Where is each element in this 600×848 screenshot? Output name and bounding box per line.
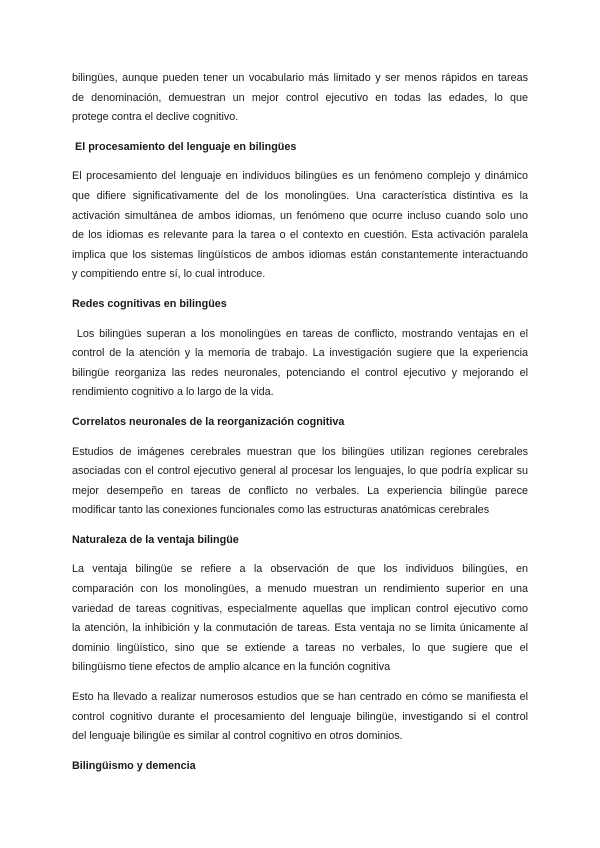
section-heading: Naturaleza de la ventaja bilingüe bbox=[72, 533, 239, 546]
text-line: La ventaja bilingüe se refiere a la observación de que los individuos bilingües, en bbox=[72, 563, 528, 576]
section-heading: Correlatos neuronales de la reorganización cognitiva bbox=[72, 415, 345, 428]
paragraph bbox=[72, 560, 528, 678]
section-heading: Redes cognitivas en bilingües bbox=[72, 297, 227, 310]
section-heading: Bilingüismo y demencia bbox=[72, 759, 196, 772]
section-heading: El procesamiento del lenguaje en bilingües bbox=[72, 140, 297, 153]
paragraph bbox=[72, 69, 528, 128]
text-line: modificar tanto las conexiones funcionales como las estructuras anatómicas cerebrales bbox=[72, 504, 490, 517]
text-line: variedad de tareas cognitivas, especialmente aquellas que implican control ejecutivo como bbox=[72, 602, 528, 615]
text-line: Los bilingües superan a los monolingües en tareas de conflicto, mostrando ventajas en el bbox=[72, 327, 528, 340]
text-line: comparación con los monolingües, a menudo muestran un rendimiento superior en una bbox=[72, 583, 528, 596]
text-line: control de la atención y la memoria de trabajo. La investigación sugiere que la experiencia bbox=[72, 347, 528, 360]
text-line: activación simultánea de ambos idiomas, un fenómeno que ocurre incluso cuando solo uno bbox=[72, 209, 528, 222]
text-line: que difiere significativamente del de los monolingües. Una característica distintiva es la bbox=[72, 189, 528, 202]
text-line: y compitiendo entre sí, lo cual introduce. bbox=[72, 268, 266, 281]
text-line: Estudios de imágenes cerebrales muestran que los bilingües utilizan regiones cerebrales bbox=[72, 445, 528, 458]
document-body bbox=[72, 69, 528, 776]
text-line: la atención, la inhibición y la conmutación de tareas. Esta ventaja no se limita únicamente al bbox=[72, 622, 528, 635]
paragraph bbox=[72, 167, 528, 285]
paragraph bbox=[72, 443, 528, 521]
text-line: bilingüismo tiene efectos de amplio alcance en la función cognitiva bbox=[72, 661, 391, 674]
text-line: de denominación, demuestran un mejor control ejecutivo en todas las edades, lo que bbox=[72, 91, 528, 104]
text-line: asociadas con el control ejecutivo general al procesar los lenguajes, lo que podría explicar su bbox=[72, 465, 528, 478]
text-line: de los idiomas es relevante para la tarea o el contexto en cuestión. Esta activación paralela bbox=[72, 229, 528, 242]
text-line: mejor desempeño en tareas de conflicto no verbales. La experiencia bilingüe parece bbox=[72, 484, 528, 497]
text-line: El procesamiento del lenguaje en individuos bilingües es un fenómeno complejo y dinámico bbox=[72, 170, 528, 183]
text-line: control cognitivo durante el procesamiento del lenguaje bilingüe, investigando si el control bbox=[72, 710, 528, 723]
text-line: bilingües, aunque pueden tener un vocabulario más limitado y ser menos rápidos en tareas bbox=[72, 72, 528, 84]
text-line: rendimiento cognitivo a lo largo de la vida. bbox=[72, 386, 274, 399]
text-line: Esto ha llevado a realizar numerosos estudios que se han centrado en cómo se manifiesta el bbox=[72, 691, 528, 704]
paragraph bbox=[72, 325, 528, 403]
paragraph bbox=[72, 688, 528, 747]
text-line: bilingüe reorganiza las redes neuronales, potenciando el control ejecutivo y mejorando el bbox=[72, 366, 528, 379]
text-line: implica que los sistemas lingüísticos de ambos idiomas están constantemente interactuando bbox=[72, 248, 528, 261]
text-line: protege contra el declive cognitivo. bbox=[72, 111, 239, 124]
text-line: dominio lingüístico, sino que se extiende a tareas no verbales, lo que sugiere que el bbox=[72, 641, 528, 654]
text-line: del lenguaje bilingüe es similar al control cognitivo en otros dominios. bbox=[72, 730, 403, 743]
